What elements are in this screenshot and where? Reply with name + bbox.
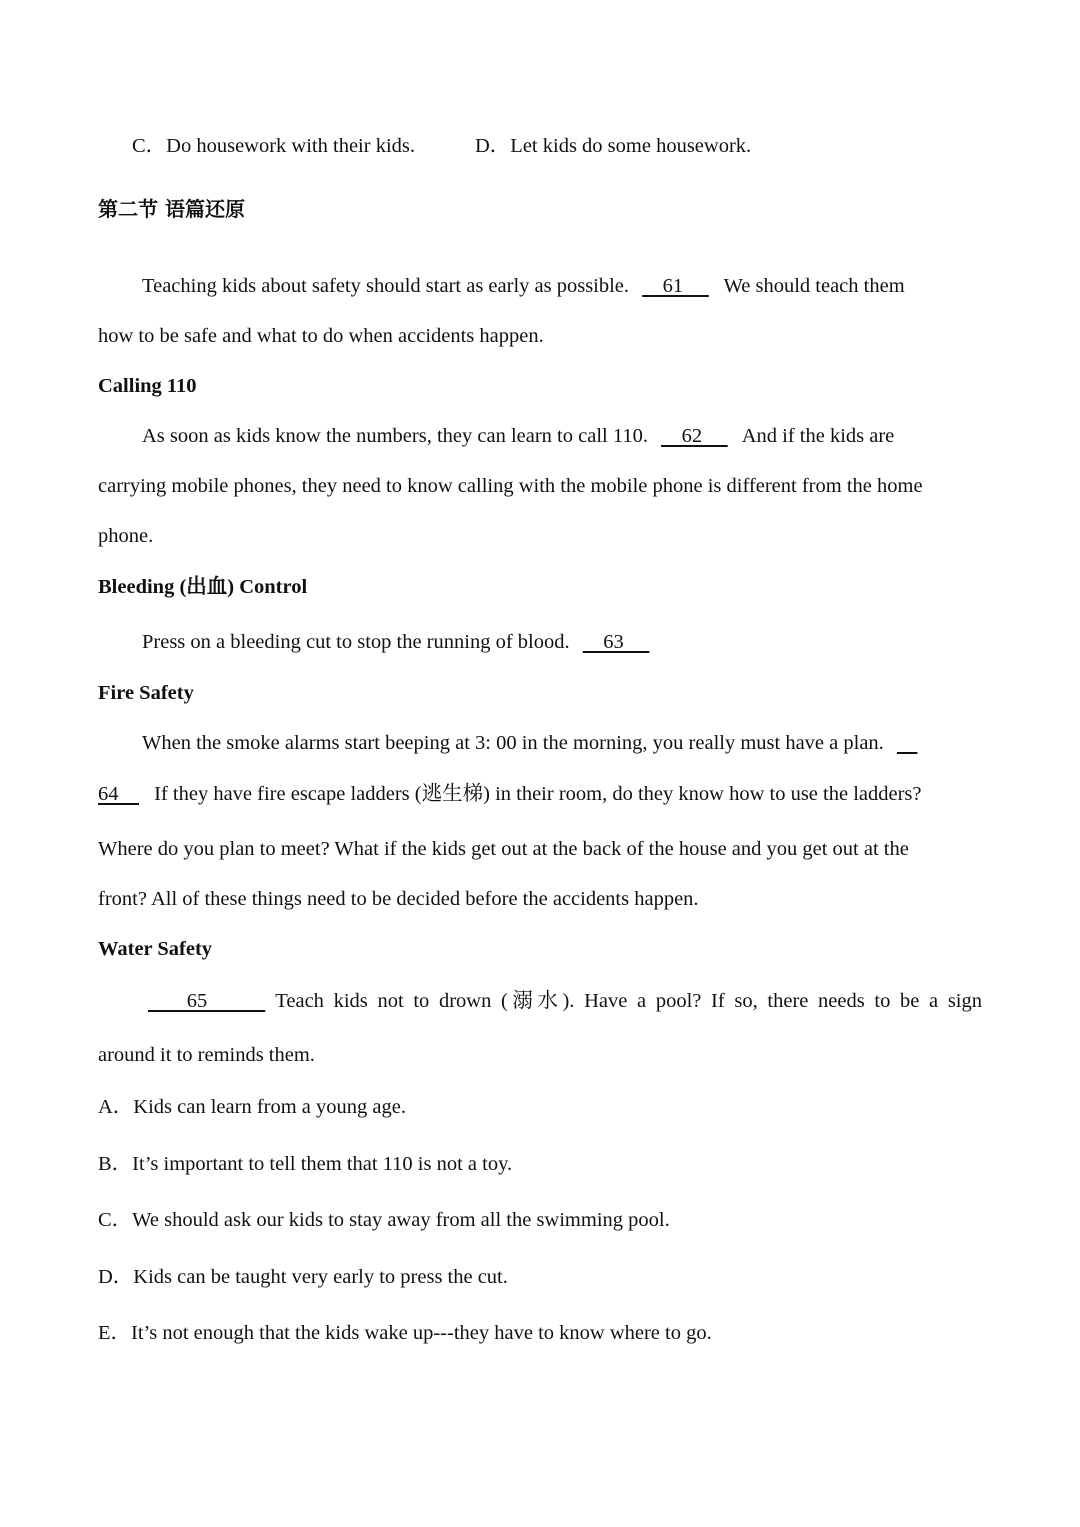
bleeding-line-1 xyxy=(142,629,649,655)
option-b: B．It’s important to tell them that 110 is not a toy. xyxy=(98,1153,513,1175)
calling-line-3: phone. xyxy=(98,525,154,547)
heading-water: Water Safety xyxy=(98,938,213,960)
intro-text-2: We should teach them xyxy=(723,275,905,297)
section-title: 第二节 语篇还原 xyxy=(98,197,245,221)
fire-line-2 xyxy=(98,781,922,807)
intro-text-1: Teaching kids about safety should start as early as possible. xyxy=(142,275,630,297)
bleeding-text-1: Press on a bleeding cut to stop the running of blood. xyxy=(142,631,570,653)
intro-line-1 xyxy=(142,273,905,299)
fire-text-2: If they have fire escape ladders (逃生梯) in their room, do they know how to use the ladders? xyxy=(154,783,922,805)
option-c-prev: C．Do housework with their kids. xyxy=(132,135,415,157)
calling-line-2: carrying mobile phones, they need to know calling with the mobile phone is different from the home xyxy=(98,475,923,497)
water-line-2: around it to reminds them. xyxy=(98,1044,315,1066)
calling-text-1: As soon as kids know the numbers, they can learn to call 110. xyxy=(142,425,648,447)
option-d: D．Kids can be taught very early to press the cut. xyxy=(98,1266,508,1288)
blank-61: 61 xyxy=(642,275,709,297)
heading-bleeding: Bleeding (出血) Control xyxy=(98,576,308,598)
fire-line-1 xyxy=(142,730,917,756)
water-line-1 xyxy=(148,988,982,1014)
option-c: C．We should ask our kids to stay away from all the swimming pool. xyxy=(98,1209,670,1231)
blank-65: 65 xyxy=(148,990,266,1012)
blank-64-end: 64 xyxy=(98,783,139,805)
option-e: E．It’s not enough that the kids wake up---they have to know where to go. xyxy=(98,1322,712,1344)
fire-line-3: Where do you plan to meet? What if the kids get out at the back of the house and you get out at the xyxy=(98,838,909,860)
water-text-1: Teach kids not to drown (溺水). Have a pool? If so, there needs to be a sign xyxy=(275,990,982,1012)
option-a: A．Kids can learn from a young age. xyxy=(98,1096,406,1118)
heading-calling: Calling 110 xyxy=(98,375,197,397)
fire-line-4: front? All of these things need to be decided before the accidents happen. xyxy=(98,888,699,910)
fire-text-1: When the smoke alarms start beeping at 3: 00 in the morning, you really must have a plan. xyxy=(142,732,884,754)
blank-64-start xyxy=(897,732,918,754)
calling-line-1 xyxy=(142,423,894,449)
heading-fire: Fire Safety xyxy=(98,682,194,704)
intro-line-2: how to be safe and what to do when accidents happen. xyxy=(98,325,544,347)
blank-62: 62 xyxy=(661,425,728,447)
blank-63: 63 xyxy=(582,631,650,653)
calling-text-2: And if the kids are xyxy=(741,425,895,447)
option-d-prev: D．Let kids do some housework. xyxy=(475,135,752,157)
